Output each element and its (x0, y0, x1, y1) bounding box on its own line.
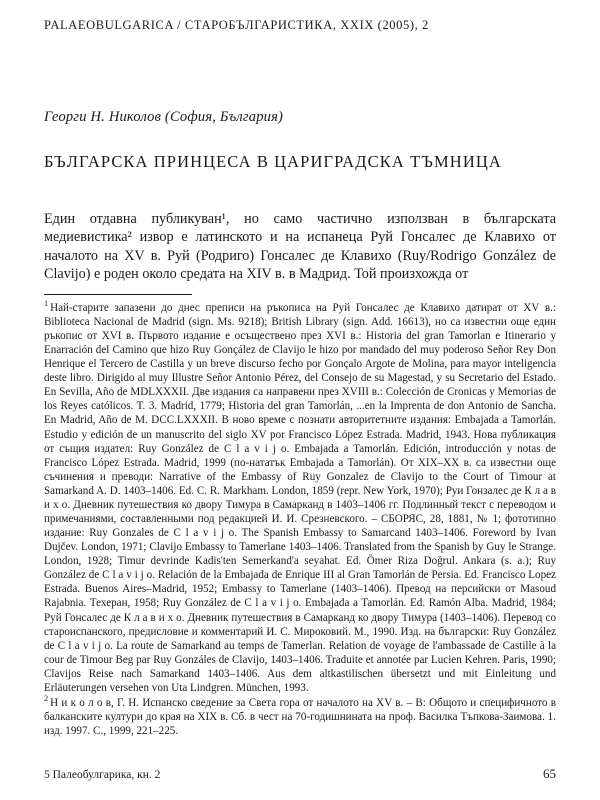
body-paragraph: Един отдавна публикуван¹, но само частично използван в българската медиевистика² извор е латинското и на испанеца Руй Гонсалес де Клавихо от началото на XV в. Руй (Родриго) Гонсалес де Клавихо (Ruy/Rodrigo González de Clavijo) е роден около средата на XIV в. в Мадрид. Той произхожда от (44, 211, 556, 283)
page-number: 65 (543, 766, 556, 781)
footnote-marker: 1 (44, 299, 49, 309)
page-title: БЪЛГАРСКА ПРИНЦЕСА В ЦАРИГРАДСКА ТЪМНИЦА (44, 152, 502, 171)
running-head: PALAEOBULGARICA / СТАРОБЪЛГАРИСТИКА, XXIX (2005), 2 (44, 18, 429, 32)
article-author: Георги Н. Николов (София, България) (44, 109, 284, 125)
footnote-divider (44, 294, 192, 295)
footnote-item (44, 696, 556, 738)
footnote-text: Н и к о л о в, Г. Н. Испанско сведение за Света гора от началото на XV в. – В: Общото и специфичното в балканските култури до края на XIX в. Сб. в чест на 70-годишнината на проф. Василка Тъпкова-Заимова. 1. изд. 1997. С., 1999, 221–225. (44, 697, 556, 738)
footer-journal-label: 5 Палеобулгарика, кн. 2 (44, 769, 161, 781)
footnote-text: Най-старите запазени до днес преписи на ръкописа на Руй Гонсалес де Клавихо датират от XV в.: Biblioteca Nacional de Madrid (sign. Ms. 9218); British Library (sign. Add. 16613), но са известни още един ръкопис от XVI в. Първото издание е осъществено през XVI в.: Historia del gran Tamorlan e Itinerario y Enarración del Camino que hizo Ruy Gonçález de Clavijo le hizo por mandado del muy poderoso Señor Rey Don Henrique el Tercero de Castilla y un breve discurso fecho por Gonçalo Argote de Molina, para mayor inteligencia deste libro. Dirigido al muy Illustre Señor Antonio Pérez, del Consejo de su Magestad, y su Secretario del Estado. En Sevilla, Año de MDLXXXII. Две издания са направени през XVIII в.: Colección de Cronicas y Memorias de los Reyes católicos. T. 3. Madrid, 1779; Historia del gran Tamorlán, ...en la Imprenta de don Antonio de Sancha. En Madrid, Año de M. DCC.LXXXII. В ново време с пoзнати авторитетните издания: Embajada a Tamorlán. Estudio y edición de un manuscrito del siglo XV por Francisco López Estrada. Madrid, 1943. Нова публикация от същия издател: Ruy González de C l a v i j o. Embajada a Tamorlán. Edición, introducción y notas de Francisco López Estrada. Madrid, 1999 (по-нататък Embajada a Tamorlán). От XIX–XX в. са известни още съчинения и преводи: Narrative of the Embassy of Ruy Gonzalez de Clavijo to the Court of Timour at Samarkand A. D. 1403–1406. Ed. C. R. Markham. London, 1859 (repr. New York, 1970); Руи Гонзалес де К л а в и х о. Дневник путешествия ко двору Тимура в Самарканд в 1403–1406 гг. Подлинный текст с переводом и примечаниями, составленными под редакцией И. И. Срезневского. – СБОРЯС, 28, 1881, № 1; фототипно издание: Ruy Gonzales de C l a v i j o. The Spanish Embassy to Samarcand 1403–1406. Foreword by Ivan Dujčev. London, 1971; Clavijo Embassy to Tamerlane 1403–1406. Translated from the Spanish by Guy le Strange. London, 1928; Timur devrinde Kadis'ten Semerkand'a seyahat. Ed. Ömer Riza Doğrul. Ankara (s. a.); Ruy González de C l a v i j o. Relación de la Embajada de Enrique III al Gran Tamorlán de Persia. Ed. Francisco Lopez Estrada. Buenos Aires–Madrid, 1952; Embassy to Tamerlane (1403–1406). Превод на персийски от Masoud Rajabnia. Техеран, 1958; Ruy González de C l a v i j o. Embajada a Tamorlán. Ed. Ramón Alba. Madrid, 1984; Руй Гонсалес де К л а в и х о. Дневник путешествия в Самарканд ко двору Тимура (1403–1406). Перевод со староиспанского, предисловие и комментарий И. С. Мироковий. М., 1990. Изд. на български: Ruy González de C l a v i j o. La route de Samarkand au temps de Tamerlan. Relation de voyage de l'ambassade de Castille à la cour de Timour Beg par Ruy Gonzáles de Clavijo, 1403–1406. Traduite et annotée par Lucien Kehren. Paris, 1990; Clavijos Reise nach Samarkand 1403–1406. Aus dem altkastilischen übersetzt und mit Einleitung und Erläuterungen versehen von Uta Lindgren. München, 1993. (44, 301, 556, 694)
footnotes (44, 301, 556, 738)
footnote-item (44, 301, 556, 695)
page-footer (44, 766, 556, 782)
footnote-marker: 2 (44, 694, 49, 704)
